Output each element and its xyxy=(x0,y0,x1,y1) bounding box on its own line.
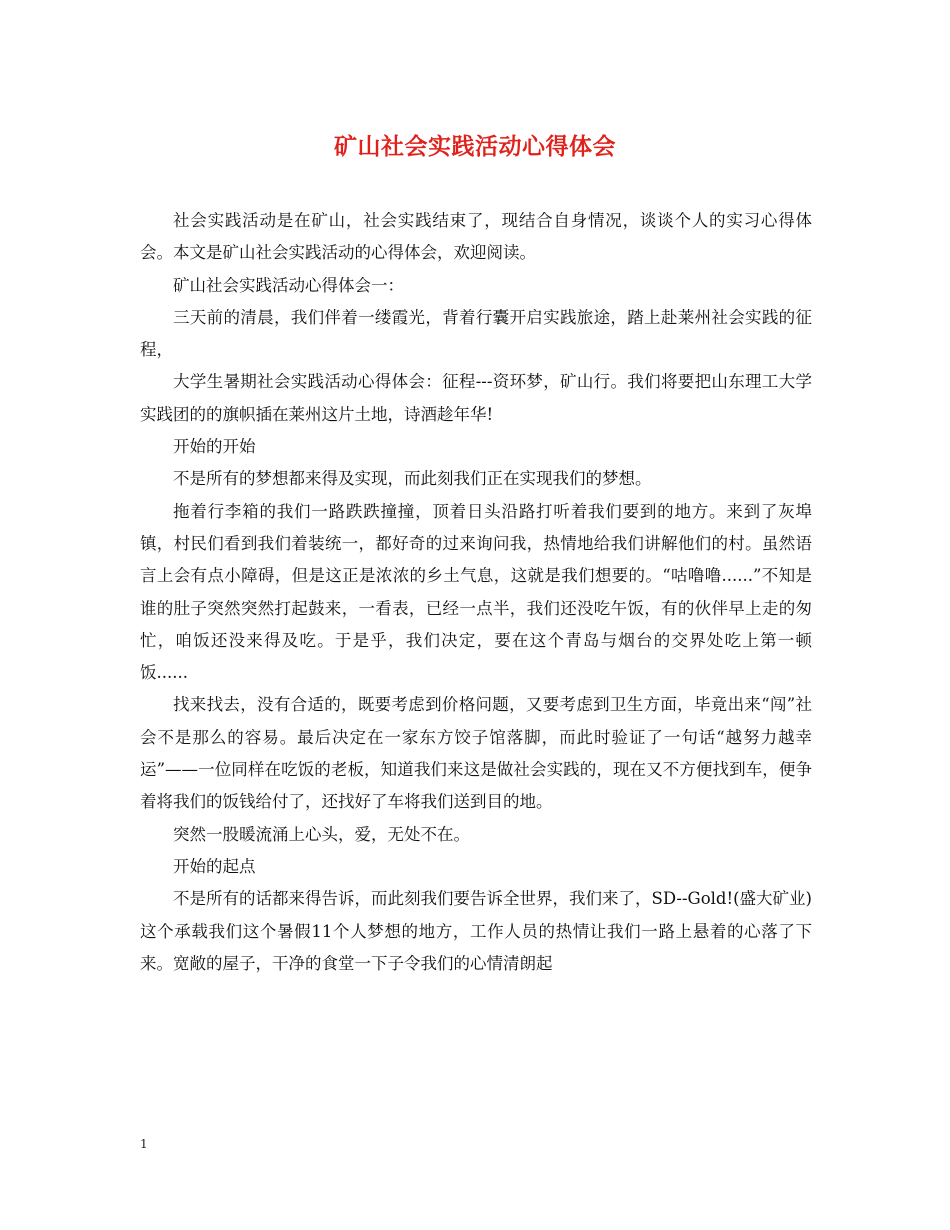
paragraph-dreams: 不是所有的梦想都来得及实现，而此刻我们正在实现我们的梦想。 xyxy=(173,469,652,489)
paragraph-journey: 大学生暑期社会实践活动心得体会：征程---资环梦，矿山行。我们将要把山东理工大学实践团的的旗帜插在莱州这片土地，诗酒趁年华! xyxy=(140,372,812,424)
paragraph-dinner: 找来找去，没有合适的，既要考虑到价格问题，又要考虑到卫生方面，毕竟出来“闯”社会不是那么的容易。最后决定在一家东方饺子馆落脚，而此时验证了一句话“越努力越幸运”——一位同样在吃饭的老板，知道我们来这是做社会实践的，现在又不方便找到车，便争着将我们的饭钱给付了，还找好了车将我们送到目的地。 xyxy=(140,695,812,812)
paragraph-arrival: 拖着行李箱的我们一路跌跌撞撞，顶着日头沿路打听着我们要到的地方。来到了灰埠镇，村民们看到我们着装统一，都好奇的过来询问我，热情地给我们讲解他们的村。虽然语言上会有点小障碍，但是这正是浓浓的乡土气息，这就是我们想要的。“咕噜噜......”不知是谁的肚子突然突然打起鼓来，一看表，已经一点半，我们还没吃午饭，有的伙伴早上走的匆忙，咱饭还没来得及吃。于是乎，我们决定，要在这个青岛与烟台的交界处吃上第一顿饭...... xyxy=(140,501,812,683)
document-title: 矿山社会实践活动心得体会 xyxy=(334,133,616,160)
document-body xyxy=(140,205,812,980)
paragraph-departure: 三天前的清晨，我们伴着一缕霞光，背着行囊开启实践旅途，踏上赴莱州社会实践的征程， xyxy=(140,307,812,360)
paragraph-heading-part-one: 矿山社会实践活动心得体会一： xyxy=(173,275,404,295)
paragraph-heading-starting-point: 开始的起点 xyxy=(173,856,256,876)
page-number: 1 xyxy=(140,1137,148,1151)
paragraph-heading-beginning: 开始的开始 xyxy=(173,437,256,457)
paragraph-sd-gold: 不是所有的话都来得告诉，而此刻我们要告诉全世界，我们来了，SD--Gold!(盛大矿业) 这个承载我们这个暑假11个人梦想的地方，工作人员的热情让我们一路上悬着的心落了下来。宽敞的屋子，干净的食堂一下子令我们的心情清朗起 xyxy=(140,889,812,973)
paragraph-warmth: 突然一股暖流涌上心头，爱，无处不在。 xyxy=(173,824,470,844)
paragraph-intro: 社会实践活动是在矿山，社会实践结束了，现结合自身情况，谈谈个人的实习心得体会。本文是矿山社会实践活动的心得体会，欢迎阅读。 xyxy=(140,211,812,263)
